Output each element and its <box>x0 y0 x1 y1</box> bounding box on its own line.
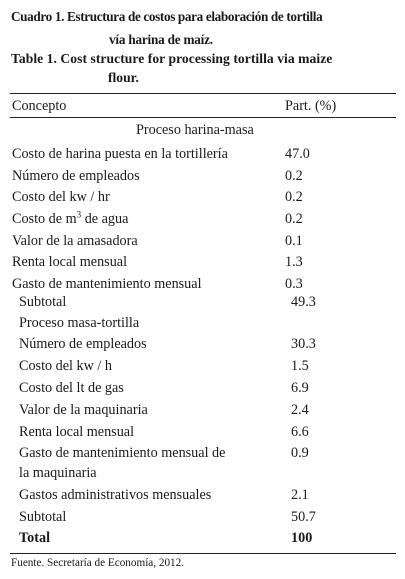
table-row <box>0 233 405 255</box>
row-label: Subtotal <box>19 509 67 525</box>
table-row <box>0 211 405 233</box>
table-row-total <box>0 530 405 552</box>
header-share: Part. (%) <box>285 98 337 114</box>
row-value: 2.4 <box>291 402 309 418</box>
source-footnote: Fuente. Secretaría de Economía, 2012. <box>11 557 185 569</box>
table-row <box>0 487 405 509</box>
table-top-rule <box>10 93 396 94</box>
row-value: 0.3 <box>285 276 303 292</box>
table-header-rule <box>10 117 396 118</box>
table-row <box>0 445 405 467</box>
row-label <box>12 211 128 228</box>
row-label: Número de empleados <box>12 168 140 184</box>
row-label: Renta local mensual <box>19 424 135 440</box>
row-value: 50.7 <box>291 509 316 525</box>
row-value: 1.3 <box>285 254 303 270</box>
table-row <box>0 146 405 168</box>
row-label: Costo del lt de gas <box>19 380 124 396</box>
row-value: 47.0 <box>285 146 310 162</box>
row-label: Costo del kw / h <box>19 358 113 374</box>
table-row <box>0 336 405 358</box>
row-label-text: Costo de m <box>12 211 77 227</box>
section-title-harina-masa: Proceso harina-masa <box>136 122 254 138</box>
caption-spanish-line-2: vía harina de maíz. <box>109 32 213 47</box>
row-label: Gasto de mantenimiento mensual <box>12 276 202 292</box>
table-bottom-rule <box>10 553 396 554</box>
row-label: Valor de la amasadora <box>12 233 138 249</box>
table-row <box>0 402 405 424</box>
table-row <box>0 358 405 380</box>
table-row <box>0 254 405 276</box>
row-label: Subtotal <box>19 294 67 310</box>
row-value: 1.5 <box>291 358 309 374</box>
row-label: Número de empleados <box>19 336 147 352</box>
table-row <box>0 424 405 446</box>
row-value: 0.1 <box>285 233 303 249</box>
row-value: 0.2 <box>285 189 303 205</box>
row-label: Costo del kw / hr <box>12 189 110 205</box>
table-row <box>0 189 405 211</box>
section-title-masa-tortilla <box>0 315 405 337</box>
caption-spanish-line-1: Cuadro 1. Estructura de costos para elaboración de tortilla <box>11 9 323 24</box>
table-row-continuation <box>0 465 405 487</box>
row-label: la maquinaria <box>19 465 97 481</box>
row-value: 49.3 <box>291 294 316 310</box>
caption-english-line-2: flour. <box>108 70 139 85</box>
table-row <box>0 168 405 190</box>
caption-english-line-1: Table 1. Cost structure for processing tortilla via maize <box>11 51 333 66</box>
table-row-subtotal <box>0 294 405 316</box>
row-label: Gastos administrativos mensuales <box>19 487 212 503</box>
row-value: 6.9 <box>291 380 309 396</box>
row-value: 0.2 <box>285 168 303 184</box>
superscript-three: 3 <box>76 209 82 220</box>
row-value: 0.9 <box>291 445 309 461</box>
row-value: 0.2 <box>285 211 303 227</box>
row-label: Costo de harina puesta en la tortillería <box>12 146 228 162</box>
row-label-text: de agua <box>81 211 129 227</box>
row-label: Valor de la maquinaria <box>19 402 148 418</box>
row-label: Gasto de mantenimiento mensual de <box>19 445 226 461</box>
row-label: Total <box>19 530 51 546</box>
row-label: Renta local mensual <box>12 254 128 270</box>
row-value: 100 <box>291 530 313 546</box>
row-value: 6.6 <box>291 424 309 440</box>
row-label: Proceso masa-tortilla <box>19 315 140 331</box>
table-row-subtotal <box>0 509 405 531</box>
header-concept: Concepto <box>12 98 67 114</box>
row-value: 30.3 <box>291 336 316 352</box>
row-value: 2.1 <box>291 487 309 503</box>
table-row <box>0 380 405 402</box>
